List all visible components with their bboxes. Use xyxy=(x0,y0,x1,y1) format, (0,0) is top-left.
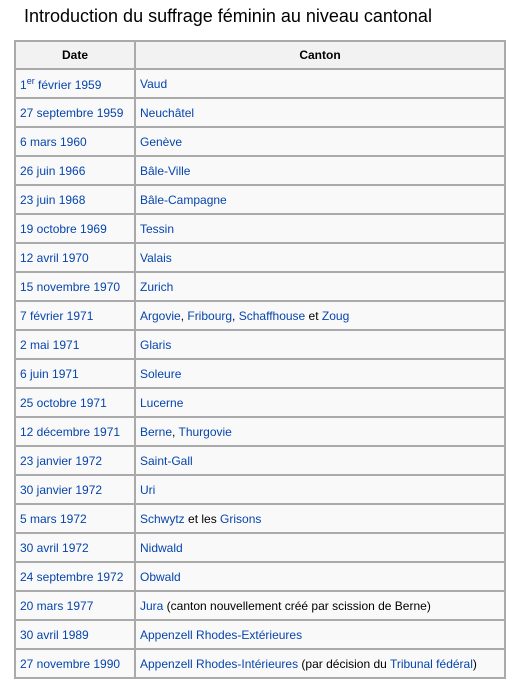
table-row xyxy=(15,417,505,446)
table-row xyxy=(15,649,505,678)
date-link[interactable]: 30 avril 1972 xyxy=(20,540,89,555)
canton-link[interactable]: Appenzell Rhodes-Extérieures xyxy=(140,627,303,642)
column-header-date: Date xyxy=(15,41,135,69)
date-cell xyxy=(15,69,135,98)
date-cell xyxy=(15,98,135,127)
canton-text: et xyxy=(305,308,322,323)
canton-link[interactable]: Zoug xyxy=(321,308,350,323)
table-row xyxy=(15,330,505,359)
date-cell xyxy=(15,127,135,156)
canton-link[interactable]: Fribourg xyxy=(187,308,233,323)
date-link[interactable]: 6 mars 1960 xyxy=(20,134,87,149)
canton-cell xyxy=(135,272,505,301)
canton-text: , xyxy=(180,308,188,323)
canton-link[interactable]: Genève xyxy=(140,134,183,149)
canton-cell xyxy=(135,388,505,417)
table-row xyxy=(15,475,505,504)
canton-link[interactable]: Grisons xyxy=(220,511,262,526)
canton-link[interactable]: Saint-Gall xyxy=(140,453,193,468)
table-row xyxy=(15,562,505,591)
canton-link[interactable]: Lucerne xyxy=(140,395,184,410)
canton-text: (par décision du xyxy=(298,656,390,671)
canton-cell xyxy=(135,533,505,562)
date-cell xyxy=(15,649,135,678)
canton-link[interactable]: Glaris xyxy=(140,337,172,352)
date-cell xyxy=(15,156,135,185)
canton-text: , xyxy=(172,424,179,439)
canton-text: et les xyxy=(184,511,221,526)
table-header-row xyxy=(15,41,505,69)
table-row xyxy=(15,446,505,475)
canton-text: , xyxy=(232,308,239,323)
date-link[interactable]: 27 septembre 1959 xyxy=(20,105,124,120)
date-cell xyxy=(15,591,135,620)
canton-cell xyxy=(135,620,505,649)
date-cell xyxy=(15,446,135,475)
canton-link[interactable]: Soleure xyxy=(140,366,182,381)
canton-link[interactable]: Schwytz xyxy=(140,511,185,526)
suffrage-table xyxy=(14,40,506,679)
canton-link[interactable]: Neuchâtel xyxy=(140,105,195,120)
date-link[interactable]: 25 octobre 1971 xyxy=(20,395,107,410)
canton-link[interactable]: Berne xyxy=(140,424,173,439)
date-link[interactable]: 6 juin 1971 xyxy=(20,366,79,381)
table-row xyxy=(15,127,505,156)
page-title: Introduction du suffrage féminin au niveau cantonal xyxy=(24,6,432,26)
canton-cell xyxy=(135,69,505,98)
table-row xyxy=(15,591,505,620)
canton-text: (canton nouvellement créé par scission de Berne) xyxy=(163,598,431,613)
date-cell xyxy=(15,185,135,214)
column-header-canton: Canton xyxy=(135,41,505,69)
date-cell xyxy=(15,475,135,504)
table-row xyxy=(15,98,505,127)
date-link[interactable]: 19 octobre 1969 xyxy=(20,221,107,236)
table-body xyxy=(15,69,505,678)
date-link[interactable]: 27 novembre 1990 xyxy=(20,656,121,671)
table-row xyxy=(15,301,505,330)
table-row xyxy=(15,243,505,272)
table-row xyxy=(15,69,505,98)
date-cell xyxy=(15,620,135,649)
canton-link[interactable]: Thurgovie xyxy=(178,424,232,439)
date-link[interactable]: février 1959 xyxy=(34,77,102,92)
date-link[interactable]: 24 septembre 1972 xyxy=(20,569,124,584)
date-link[interactable]: 12 décembre 1971 xyxy=(20,424,121,439)
date-cell xyxy=(15,417,135,446)
canton-link[interactable]: Tribunal fédéral xyxy=(389,656,473,671)
canton-cell xyxy=(135,446,505,475)
canton-cell xyxy=(135,359,505,388)
canton-cell xyxy=(135,649,505,678)
canton-link[interactable]: Schaffhouse xyxy=(238,308,306,323)
date-cell xyxy=(15,214,135,243)
canton-link[interactable]: Appenzell Rhodes-Intérieures xyxy=(140,656,299,671)
canton-cell xyxy=(135,504,505,533)
canton-link[interactable]: Bâle-Campagne xyxy=(140,192,227,207)
date-link[interactable]: 7 février 1971 xyxy=(20,308,94,323)
canton-link[interactable]: Obwald xyxy=(140,569,181,584)
table-row xyxy=(15,185,505,214)
canton-cell xyxy=(135,98,505,127)
canton-link[interactable]: Uri xyxy=(140,482,156,497)
table-row xyxy=(15,533,505,562)
canton-cell xyxy=(135,214,505,243)
canton-link[interactable]: Bâle-Ville xyxy=(140,163,191,178)
table-row xyxy=(15,504,505,533)
canton-cell xyxy=(135,330,505,359)
canton-link[interactable]: Nidwald xyxy=(140,540,183,555)
date-cell xyxy=(15,330,135,359)
date-link[interactable]: 23 janvier 1972 xyxy=(20,453,103,468)
canton-cell xyxy=(135,562,505,591)
canton-cell xyxy=(135,591,505,620)
date-link[interactable]: 26 juin 1966 xyxy=(20,163,86,178)
canton-cell xyxy=(135,243,505,272)
date-cell xyxy=(15,272,135,301)
canton-link[interactable]: Vaud xyxy=(140,76,168,91)
canton-link[interactable]: Zurich xyxy=(140,279,174,294)
canton-cell xyxy=(135,127,505,156)
table-row xyxy=(15,620,505,649)
canton-link[interactable]: Tessin xyxy=(140,221,175,236)
canton-cell xyxy=(135,417,505,446)
date-cell xyxy=(15,359,135,388)
date-link[interactable]: 12 avril 1970 xyxy=(20,250,89,265)
date-cell xyxy=(15,388,135,417)
date-cell xyxy=(15,504,135,533)
canton-cell xyxy=(135,475,505,504)
date-link[interactable]: 1 xyxy=(20,77,27,92)
date-link[interactable]: 5 mars 1972 xyxy=(20,511,87,526)
date-cell xyxy=(15,243,135,272)
date-cell xyxy=(15,301,135,330)
date-link[interactable]: 30 avril 1989 xyxy=(20,627,89,642)
table-row xyxy=(15,272,505,301)
table-row xyxy=(15,214,505,243)
suffrage-table-container xyxy=(14,40,506,679)
date-cell xyxy=(15,562,135,591)
table-row xyxy=(15,388,505,417)
canton-link[interactable]: Valais xyxy=(140,250,172,265)
date-link[interactable]: 15 novembre 1970 xyxy=(20,279,121,294)
date-link[interactable]: 23 juin 1968 xyxy=(20,192,86,207)
canton-link[interactable]: Jura xyxy=(140,598,164,613)
date-link[interactable]: er xyxy=(26,75,35,86)
date-link[interactable]: 30 janvier 1972 xyxy=(20,482,103,497)
canton-cell xyxy=(135,301,505,330)
canton-link[interactable]: Argovie xyxy=(140,308,181,323)
canton-text: ) xyxy=(472,656,477,671)
date-cell xyxy=(15,533,135,562)
canton-cell xyxy=(135,185,505,214)
table-row xyxy=(15,359,505,388)
table-row xyxy=(15,156,505,185)
date-link[interactable]: 2 mai 1971 xyxy=(20,337,80,352)
canton-cell xyxy=(135,156,505,185)
date-link[interactable]: 20 mars 1977 xyxy=(20,598,94,613)
